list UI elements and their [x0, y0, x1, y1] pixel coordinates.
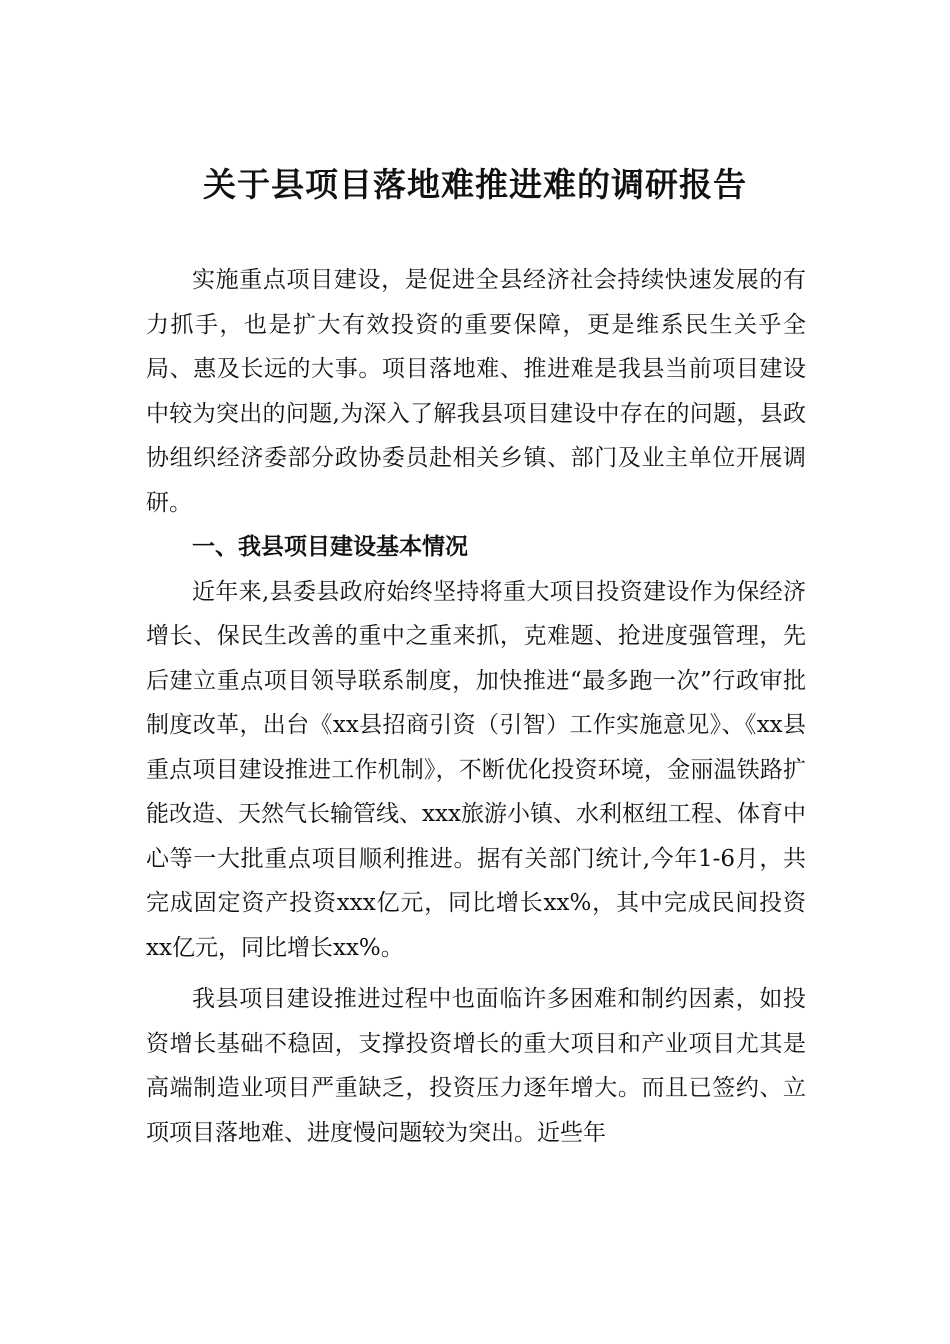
document-title: 关于县项目落地难推进难的调研报告 [203, 165, 747, 204]
intro-paragraph: 实施重点项目建设，是促进全县经济社会持续快速发展的有力抓手，也是扩大有效投资的重要保障，更是维系民生关乎全局、惠及长远的大事。项目落地难、推进难是我县当前项目建设中较为突出的问题,为深入了解我县项目建设中存在的问题，县政协组织经济委部分政协委员赴相关乡镇、部门及业主单位开展调研。 [146, 267, 806, 516]
section-paragraph: 我县项目建设推进过程中也面临许多困难和制约因素，如投资增长基础不稳固，支撑投资增长的重大项目和产业项目尤其是高端制造业项目严重缺乏，投资压力逐年增大。而且已签约、立项项目落地难、进度慢问题较为突出。近些年 [146, 986, 806, 1146]
section-heading: 一、我县项目建设基本情况 [192, 534, 468, 560]
document-body [146, 258, 806, 1155]
section-paragraph: 近年来,县委县政府始终坚持将重大项目投资建设作为保经济增长、保民生改善的重中之重来抓，克难题、抢进度强管理，先后建立重点项目领导联系制度，加快推进“最多跑一次”行政审批制度改革，出台《xx县招商引资（引智）工作实施意见》、《xx县重点项目建设推进工作机制》，不断优化投资环境，金丽温铁路扩能改造、天然气长输管线、xxx旅游小镇、水利枢纽工程、体育中心等一大批重点项目顺利推进。据有关部门统计,今年1-6月，共完成固定资产投资xxx亿元，同比增长xx%，其中完成民间投资xx亿元，同比增长xx%。 [146, 578, 806, 961]
